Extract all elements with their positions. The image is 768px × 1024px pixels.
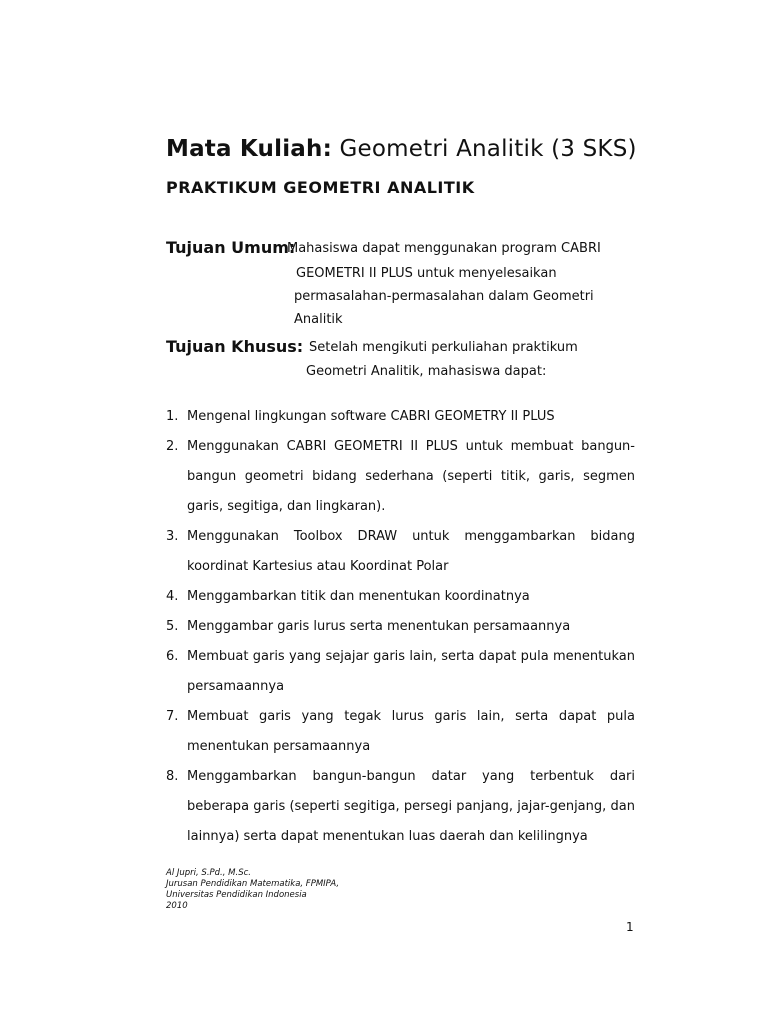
list-item-number: 3. (166, 529, 179, 544)
list-item (166, 432, 635, 522)
general-goal-line-1: Mahasiswa dapat menggunakan program CABRI (287, 241, 601, 256)
footer (166, 868, 339, 912)
list-item (166, 522, 635, 582)
course-name: Geometri Analitik (3 SKS) (339, 136, 637, 162)
list-item-number: 6. (166, 649, 179, 664)
footer-university: Universitas Pendidikan Indonesia (166, 890, 307, 900)
list-item (166, 702, 635, 762)
footer-year: 2010 (166, 901, 188, 911)
list-item (166, 642, 635, 702)
specific-goal-label: Tujuan Khusus: (166, 337, 304, 356)
objectives-list (166, 402, 635, 852)
page-number: 1 (626, 920, 634, 934)
specific-goal-line-1: Setelah mengikuti perkuliahan praktikum (309, 340, 578, 355)
list-item (166, 402, 635, 432)
general-goal (166, 236, 646, 336)
course-label: Mata Kuliah: (166, 136, 332, 162)
list-item-text: Menggunakan CABRI GEOMETRI II PLUS untuk membuat bangun-bangun geometri bidang sederhana (seperti titik, garis, segmen garis, segitiga, dan lingkaran). (187, 439, 635, 514)
list-item (166, 582, 635, 612)
list-item-number: 5. (166, 619, 179, 634)
practicum-title: PRAKTIKUM GEOMETRI ANALITIK (166, 178, 475, 197)
list-item-number: 7. (166, 709, 179, 724)
footer-author: Al Jupri, S.Pd., M.Sc. (166, 868, 251, 878)
list-item (166, 762, 635, 852)
list-item-number: 1. (166, 409, 179, 424)
general-goal-label: Tujuan Umum: (166, 238, 296, 257)
list-item-text: Menggambar garis lurus serta menentukan persamaannya (187, 619, 571, 634)
list-item-text: Menggunakan Toolbox DRAW untuk menggambarkan bidang koordinat Kartesius atau Koordinat Polar (187, 529, 635, 574)
specific-goal (166, 335, 646, 395)
general-goal-line-3: permasalahan-permasalahan dalam Geometri (294, 289, 594, 304)
list-item (166, 612, 635, 642)
list-item-text: Membuat garis yang tegak lurus garis lain, serta dapat pula menentukan persamaannya (187, 709, 635, 754)
list-item-text: Membuat garis yang sejajar garis lain, serta dapat pula menentukan persamaannya (187, 649, 635, 694)
list-item-text: Mengenal lingkungan software CABRI GEOMETRY II PLUS (187, 409, 555, 424)
specific-goal-line-2: Geometri Analitik, mahasiswa dapat: (306, 364, 547, 379)
list-item-text: Menggambarkan bangun-bangun datar yang terbentuk dari beberapa garis (seperti segitiga, persegi panjang, jajar-genjang, dan lainnya) serta dapat menentukan luas daerah dan kelilingnya (187, 769, 635, 844)
list-item-number: 2. (166, 439, 179, 454)
course-title (166, 136, 637, 162)
list-item-number: 4. (166, 589, 179, 604)
general-goal-line-2: GEOMETRI II PLUS untuk menyelesaikan (296, 266, 557, 281)
list-item-text: Menggambarkan titik dan menentukan koordinatnya (187, 589, 530, 604)
footer-department: Jurusan Pendidikan Matematika, FPMIPA, (166, 879, 340, 889)
list-item-number: 8. (166, 769, 179, 784)
general-goal-line-4: Analitik (294, 312, 343, 327)
